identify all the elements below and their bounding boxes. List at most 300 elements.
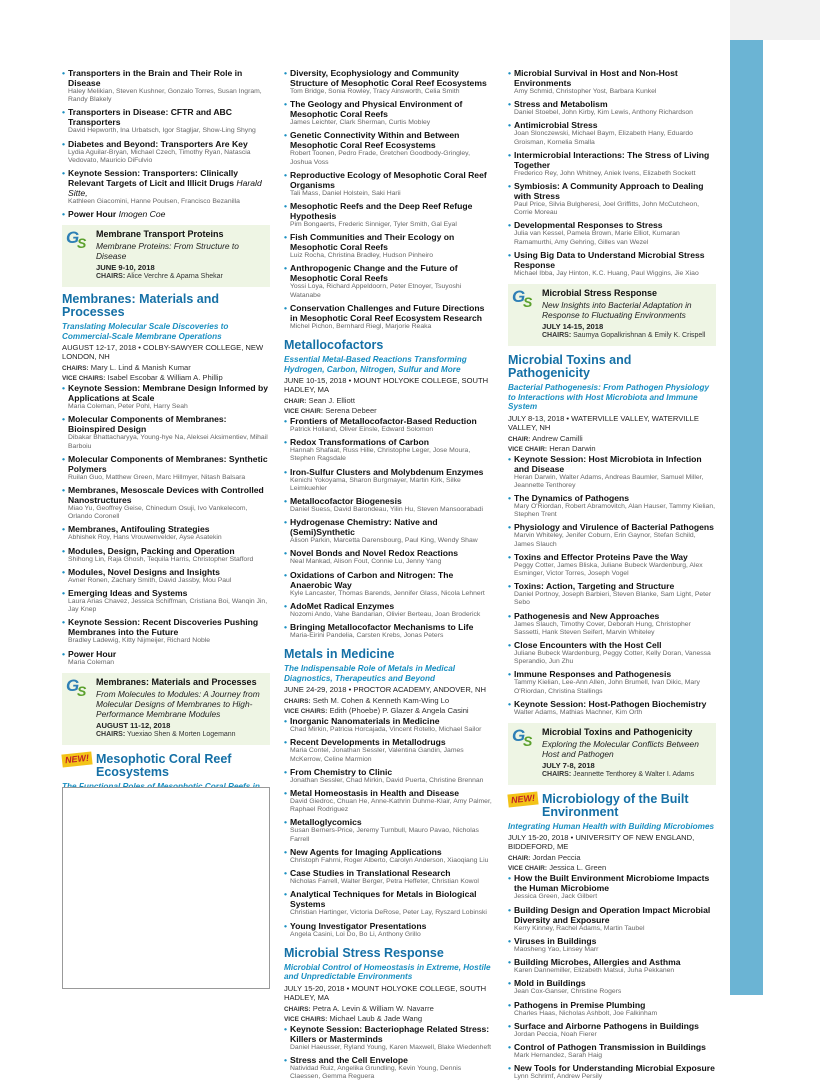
session-speakers: Christian Hartinger, Victoria DeRose, Peter Lay, Ryszard Lobinski <box>290 909 487 917</box>
section-title: Mesophotic Coral Reef Ecosystems <box>96 751 232 779</box>
grc-subtitle: New Insights into Bacterial Adaptation in Response to Fluctuating Environments <box>542 300 692 321</box>
session-item <box>508 699 716 717</box>
session-title: • New Agents for Imaging Applications <box>284 846 442 857</box>
session-speakers: Peggy Cotter, James Bliska, Juliane Bubeck Wardenburg, Alex Esminger, Victor Torres, Joseph Vogel <box>514 561 703 577</box>
bullet-icon: • <box>508 68 512 78</box>
section-subtitle: Translating Molecular Scale Discoveries to Commercial-Scale Membrane Operations <box>62 322 229 341</box>
new-badge: NEW! <box>507 791 538 807</box>
section-title: Microbial Stress Response <box>284 945 444 960</box>
bullet-icon: • <box>62 617 66 628</box>
new-section-header <box>62 753 270 779</box>
session-title: • From Chemistry to Clinic <box>284 766 393 777</box>
session-speakers: Kenichi Yokoyama, Sharon Burgmayer, Martin Kirk, Silke Leimkuehler <box>290 476 461 492</box>
session-item <box>62 107 270 135</box>
session-speakers: Yossi Loya, Richard Appeldoorn, Peter Etnoyer, Tsuyoshi Watanabe <box>290 283 462 299</box>
session-title: • Mold in Buildings <box>508 978 586 989</box>
session-speakers: Kathleen Giacomini, Hanne Poulsen, Francisco Bezanilla <box>68 198 240 206</box>
image-placeholder <box>62 787 270 989</box>
session-title: • Stress and the Cell Envelope <box>284 1054 408 1065</box>
session-item <box>508 220 716 246</box>
session-speakers: Paul Price, Silvia Bulgheresi, Joel Griffitts, John McCutcheon, Corrie Moreau <box>514 201 699 217</box>
session-item <box>284 437 492 463</box>
bullet-icon: • <box>284 201 288 212</box>
bullet-icon: • <box>62 588 66 599</box>
section-subtitle: Microbial Control of Homeostasis in Extreme, Hostile and Unpredictable Environments <box>284 962 491 982</box>
session-title: • Emerging Ideas and Systems <box>62 588 188 599</box>
bullet-icon: • <box>508 873 512 884</box>
session-item <box>508 522 716 548</box>
bullet-icon: • <box>508 999 512 1010</box>
grs-logo-icon: G S <box>66 675 87 699</box>
session-speaker: Harald Sitte, <box>68 178 262 199</box>
session-item <box>284 99 492 127</box>
bullet-icon: • <box>284 68 288 78</box>
section-dates: AUGUST 12-17, 2018 • COLBY-SAWYER COLLEGE, NEW LONDON, NH <box>62 343 264 362</box>
session-title: • Toxins: Action, Targeting and Structure <box>508 581 675 592</box>
session-item <box>508 552 716 578</box>
session-title: • Keynote Session: Membrane Design Informed by Applications at Scale <box>62 383 269 404</box>
bullet-icon: • <box>508 639 512 650</box>
session-item <box>508 493 716 519</box>
session-item <box>508 936 716 954</box>
section-chair: CHAIR: Jordan Peccia <box>508 853 581 863</box>
session-title: • Keynote Session: Transporters: Clinically Relevant Targets of Licit and Illicit Drugs Harald Sitte, <box>62 168 262 199</box>
session-item <box>508 1063 716 1081</box>
session-speakers: Dibakar Bhattacharyya, Young-hye Na, Aleksei Aksimentiev, Mihail Barboiu <box>68 434 268 450</box>
section-dates: JULY 8-13, 2018 • WATERVILLE VALLEY, WATERVILLE VALLEY, NH <box>508 413 699 432</box>
session-title: • Diabetes and Beyond: Transporters Are Key <box>62 138 248 149</box>
session-speakers: Karen Dannemiller, Elizabeth Matsui, Juha Pekkanen <box>514 967 675 975</box>
session-title: • How the Built Environment Microbiome Impacts the Human Microbiome <box>508 873 710 894</box>
session-speakers: Susan Berners-Price, Jeremy Turnbull, Mauro Pavao, Nicholas Farrell <box>290 827 479 843</box>
session-title: • Case Studies in Translational Research <box>284 868 451 879</box>
session-speakers: Tammy Kielian, Lee-Ann Allen, John Brumell, Ivan Dikic, Mary O'Riordan, Christina Stallings <box>514 679 700 695</box>
grc-dates: JUNE 9-10, 2018 <box>96 263 155 273</box>
bullet-icon: • <box>62 68 66 78</box>
session-speakers: Kyle Lancaster, Thomas Barends, Jennifer Glass, Nicola Lehnert <box>290 589 485 597</box>
bullet-icon: • <box>508 1041 512 1052</box>
session-title: • Inorganic Nanomaterials in Medicine <box>284 716 440 727</box>
session-title: • Conservation Challenges and Future Directions in Mesophotic Coral Reef Ecosystem Research <box>284 302 485 323</box>
session-speakers: Angela Casini, Loi Do, Bo Li, Anthony Grillo <box>290 930 421 938</box>
session-speakers: Joan Slonczewski, Michael Baym, Elizabeth Hany, Eduardo Groisman, Kornelia Smalla <box>514 130 693 146</box>
session-speakers: Mary O'Riordan, Robert Abramovitch, Alan Hauser, Tammy Kielian, Stephen Trent <box>514 502 716 519</box>
session-speakers: Maria Coleman <box>68 658 115 666</box>
session-title: • Microbial Survival in Host and Non-Host Environments <box>508 68 678 88</box>
session-title: • Anthropogenic Change and the Future of Mesophotic Coral Reefs <box>284 263 458 284</box>
bullet-icon: • <box>62 209 66 220</box>
session-speakers: Maria Coleman, Peter Pohl, Harry Seah <box>68 403 188 411</box>
bullet-icon: • <box>62 383 66 394</box>
session-speakers: Abhishek Roy, Hans Vrouwenvelder, Ayse Asatekin <box>68 534 222 542</box>
session-speakers: Daniel Portnoy, Joseph Barbieri, Steven Blanke, Sam Light, Peter Sebo <box>514 591 712 607</box>
bullet-icon: • <box>62 524 66 535</box>
grc-subtitle: From Molecules to Modules: A Journey from Molecular Designs of Membranes to High-Performance Membrane Modules <box>96 688 260 719</box>
grc-chairs: CHAIRS: Yuexiao Shen & Morten Logemann <box>96 730 236 738</box>
bullet-icon: • <box>508 249 512 260</box>
session-title: • Diversity, Ecophysiology and Community Structure of Mesophotic Coral Reef Ecosystems <box>284 68 487 88</box>
bullet-icon: • <box>508 581 512 592</box>
session-speakers: Marvin Whiteley, Jenifer Coburn, Erin Gaynor, Stefan Schild, James Slauch <box>514 532 696 548</box>
session-item <box>62 588 270 614</box>
new-badge: NEW! <box>61 751 92 767</box>
session-item <box>508 1021 716 1039</box>
grc-box-membrane-transport <box>62 225 270 287</box>
bullet-icon: • <box>62 453 66 464</box>
session-title: • Keynote Session: Recent Discoveries Pushing Membranes into the Future <box>62 617 259 638</box>
session-item <box>508 957 716 975</box>
bullet-icon: • <box>284 788 288 799</box>
session-title: • Novel Bonds and Novel Redox Reactions <box>284 548 459 559</box>
bullet-icon: • <box>508 957 512 968</box>
bullet-icon: • <box>508 935 512 946</box>
bullet-icon: • <box>62 648 66 659</box>
session-speakers: Laura Arias Chavez, Jessica Schiffman, Cristiana Boi, Wanqin Jin, Jay Knep <box>68 598 268 614</box>
session-item <box>284 232 492 260</box>
bullet-icon: • <box>62 545 66 556</box>
session-item <box>284 737 492 763</box>
session-item <box>508 640 716 666</box>
session-title: • The Geology and Physical Environment of Mesophotic Coral Reefs <box>284 99 463 120</box>
session-speakers: Neal Mankad, Alison Fout, Connie Lu, Jenny Yang <box>290 558 442 566</box>
column-2 <box>284 68 492 1084</box>
session-list <box>508 454 716 717</box>
session-title: • Young Investigator Presentations <box>284 920 427 931</box>
grc-subtitle: Exploring the Molecular Conflicts Between Host and Pathogen <box>542 738 699 759</box>
bullet-icon: • <box>508 1020 512 1031</box>
bullet-icon: • <box>284 817 288 828</box>
session-item <box>62 383 270 411</box>
grs-logo-icon: G S <box>512 287 533 311</box>
session-speakers: Haley Melikian, Steven Kushner, Gonzalo Torres, Susan Ingram, Randy Blakely <box>68 88 262 104</box>
session-speakers: Walter Adams, Mathias Machner, Kim Orth <box>514 708 643 716</box>
session-title: • Modules, Novel Designs and Insights <box>62 566 220 577</box>
section-chairs: CHAIRS: Seth M. Cohen & Kenneth Kam-Wing Lo <box>284 696 450 706</box>
bullet-icon: • <box>508 220 512 231</box>
session-speakers: Christoph Fahrni, Roger Alberto, Carolyn Anderson, Xiaoqiang Liu <box>290 856 489 864</box>
bullet-icon: • <box>284 437 288 448</box>
grc-title: Membranes: Materials and Processes <box>96 676 257 687</box>
bullet-icon: • <box>62 138 66 149</box>
bullet-icon: • <box>284 302 288 313</box>
bullet-icon: • <box>284 569 288 580</box>
session-speakers: Daniel Suess, David Barondeau, Yilin Hu, Steven Mansoorabadi <box>290 506 484 514</box>
session-item <box>508 978 716 996</box>
session-speakers: Pim Bongaerts, Frederic Sinniger, Tyler Smith, Gal Eyal <box>290 221 457 229</box>
session-title: • Genetic Connectivity Within and Between Mesophotic Coral Reef Ecosystems <box>284 130 460 151</box>
session-title: • Toxins and Effector Proteins Pave the Way <box>508 551 688 562</box>
session-title: • Viruses in Buildings <box>508 935 597 946</box>
grc-title: Microbial Stress Response <box>542 288 658 299</box>
session-speakers: Lydia Aguilar-Bryan, Michael Czech, Timothy Ryan, Natascia Vedovato, Mauricio DiFulvio <box>68 148 251 164</box>
session-title: • Power Hour <box>62 648 117 659</box>
session-item <box>284 548 492 566</box>
bullet-icon: • <box>62 107 66 118</box>
session-item <box>284 847 492 865</box>
new-section-header <box>508 793 716 819</box>
session-item <box>284 622 492 640</box>
session-speakers: Hannah Shafaat, Russ Hille, Christophe Leger, Jose Moura, Stephen Ragsdale <box>290 447 471 463</box>
session-item <box>508 873 716 901</box>
session-speakers: Michel Pichon, Bernhard Riegl, Marjorie Reaka <box>290 322 432 330</box>
session-speakers: Amy Schmid, Christopher Yost, Barbara Kunkel <box>514 88 657 95</box>
session-item <box>284 716 492 734</box>
section-subtitle: The Indispensable Role of Metals in Medical Diagnostics, Therapeutics and Beyond <box>284 664 456 683</box>
session-list <box>284 716 492 938</box>
session-title: • Modules, Design, Packing and Operation <box>62 545 235 556</box>
grc-box-microbial-toxins <box>508 723 716 785</box>
bullet-icon: • <box>284 737 288 748</box>
section-vice-chair: VICE CHAIR: Heran Darwin <box>508 443 596 453</box>
session-item <box>62 139 270 165</box>
section-subtitle: Bacterial Pathogenesis: From Pathogen Physiology to Interactions with Host Microbiota and Immune System <box>508 383 710 412</box>
session-speakers: Frederico Rey, John Whitney, Aniek Ivens, Elizabeth Sockett <box>514 169 696 177</box>
session-item <box>284 889 492 917</box>
bullet-icon: • <box>508 149 512 160</box>
section-chair: CHAIR: Sean J. Elliott <box>284 396 355 406</box>
session-item <box>284 467 492 493</box>
session-speakers: Tali Mass, Daniel Holstein, Saki Harii <box>290 189 401 197</box>
session-speakers: Tom Bridge, Sonia Rowley, Tracy Ainsworth, Celia Smith <box>290 88 460 95</box>
session-speakers: Natividad Ruiz, Angelika Grundling, Kevin Young, Dennis Claessen, Gemma Reguera <box>290 1064 462 1081</box>
session-item <box>62 617 270 645</box>
section-chairs: CHAIRS: Petra A. Levin & William W. Navarre <box>284 1003 434 1013</box>
session-item <box>62 546 270 564</box>
bullet-icon: • <box>284 130 288 141</box>
session-title: • Transporters in the Brain and Their Role in Disease <box>62 68 243 88</box>
grc-chairs: CHAIRS: Jeannette Tenthorey & Walter I. Adams <box>542 770 695 778</box>
session-item <box>62 68 270 104</box>
session-item <box>62 209 270 219</box>
grc-title: Microbial Toxins and Pathogenicity <box>542 726 693 737</box>
bullet-icon: • <box>508 1063 512 1074</box>
bullet-icon: • <box>284 548 288 559</box>
session-title: • Keynote Session: Bacteriophage Related Stress: Killers or Masterminds <box>284 1023 490 1044</box>
session-item <box>508 99 716 117</box>
session-list <box>508 873 716 1081</box>
bullet-icon: • <box>284 846 288 857</box>
session-item <box>284 170 492 198</box>
session-item <box>508 669 716 695</box>
section-vice-chairs: VICE CHAIRS: Michael Laub & Jade Wang <box>284 1013 423 1023</box>
session-title: • Bringing Metallocofactor Mechanisms to Life <box>284 622 474 633</box>
bullet-icon: • <box>284 868 288 879</box>
session-title: • Metal Homeostasis in Health and Disease <box>284 788 460 799</box>
bullet-icon: • <box>508 551 512 562</box>
grc-chairs: CHAIRS: Alice Verchre & Aparna Shekar <box>96 273 223 281</box>
session-item <box>508 1042 716 1060</box>
session-title: • Stress and Metabolism <box>508 99 608 110</box>
grc-box-microbial-stress <box>508 284 716 346</box>
session-item <box>508 250 716 278</box>
section-vice-chair: VICE CHAIR: Jessica L. Green <box>508 863 607 873</box>
session-item <box>284 767 492 785</box>
bullet-icon: • <box>508 120 512 131</box>
bullet-icon: • <box>284 622 288 633</box>
section-dates: JUNE 24-29, 2018 • PROCTOR ACADEMY, ANDOVER, NH <box>284 685 486 695</box>
section-title: Microbiology of the Built Environment <box>542 791 689 819</box>
session-speakers: Michael Ibba, Jay Hinton, K.C. Huang, Paul Wiggins, Jie Xiao <box>514 269 699 277</box>
bullet-icon: • <box>284 232 288 243</box>
session-title: • Transporters in Disease: CFTR and ABC Transporters <box>62 107 232 128</box>
bullet-icon: • <box>508 99 512 110</box>
session-item <box>284 1055 492 1081</box>
session-title: • Symbiosis: A Community Approach to Dealing with Stress <box>508 181 704 202</box>
session-title: • Close Encounters with the Host Cell <box>508 639 662 650</box>
section-chairs: CHAIRS: Mary L. Lind & Manish Kumar <box>62 363 191 373</box>
session-title: • AdoMet Radical Enzymes <box>284 600 395 611</box>
session-title: • Immune Responses and Pathogenesis <box>508 669 672 680</box>
session-item <box>284 570 492 598</box>
session-item <box>62 454 270 482</box>
bullet-icon: • <box>508 522 512 533</box>
section-vice-chairs: VICE CHAIRS: Isabel Escobar & William A. Phillip <box>62 373 223 383</box>
grc-dates: JULY 14-15, 2018 <box>542 322 604 332</box>
session-item <box>508 120 716 146</box>
session-speakers: Bradley Ladewig, Kitty Nijmeijer, Richard Noble <box>68 637 211 645</box>
section-dates: JULY 15-20, 2018 • MOUNT HOLYOKE COLLEGE, SOUTH HADLEY, MA <box>284 983 487 1002</box>
column-3 <box>508 68 716 1084</box>
session-speakers: Daniel Stoebel, John Kirby, Kim Lewis, Anthony Richardson <box>514 109 693 117</box>
session-title: • Molecular Components of Membranes: Synthetic Polymers <box>62 453 268 474</box>
bullet-icon: • <box>284 716 288 727</box>
section-subtitle: Essential Metal-Based Reactions Transforming Hydrogen, Carbon, Nitrogen, Sulfur and More <box>284 355 467 374</box>
session-title: • Using Big Data to Understand Microbial Stress Response <box>508 249 705 270</box>
bullet-icon: • <box>284 263 288 274</box>
session-list <box>284 1024 492 1082</box>
bullet-icon: • <box>284 600 288 611</box>
session-speakers: Heran Darwin, Walter Adams, Andreas Baumler, Samuel Miller, Jeannette Tenthorey <box>514 473 704 489</box>
session-item <box>284 68 492 96</box>
session-item <box>284 921 492 939</box>
session-item <box>284 201 492 229</box>
bullet-icon: • <box>508 492 512 503</box>
section-dates: JULY 15-20, 2018 • UNIVERSITY OF NEW ENGLAND, BIDDEFORD, ME <box>508 833 695 852</box>
session-title: • Building Microbes, Allergies and Asthma <box>508 957 681 968</box>
session-speakers: Alison Parkin, Marcetta Darensbourg, Paul King, Wendy Shaw <box>290 537 478 545</box>
session-item <box>284 788 492 814</box>
bullet-icon: • <box>508 669 512 680</box>
bullet-icon: • <box>284 1023 288 1034</box>
session-speakers: Shihong Lin, Raja Ghosh, Tequila Harris, Christopher Stafford <box>68 555 254 563</box>
session-speakers: Lynn Schrimf, Andrew Persily <box>514 1073 603 1081</box>
session-item <box>508 454 716 490</box>
session-item <box>508 150 716 178</box>
session-speakers: Ruilan Guo, Matthew Green, Marc Hillmyer, Nitash Balsara <box>68 473 246 481</box>
session-item <box>62 567 270 585</box>
section-chair: CHAIR: Andrew Camilli <box>508 433 583 443</box>
session-title: • Oxidations of Carbon and Nitrogen: The Anaerobic Way <box>284 569 454 590</box>
bullet-icon: • <box>508 978 512 989</box>
bullet-icon: • <box>508 181 512 192</box>
session-item <box>62 414 270 450</box>
session-item <box>284 416 492 434</box>
session-speakers: James Leichter, Clark Sherman, Curtis Mobley <box>290 119 431 127</box>
section-title: Metallocofactors <box>284 338 384 353</box>
bullet-icon: • <box>508 453 512 464</box>
session-list <box>62 68 270 219</box>
session-title: • Membranes, Mesoscale Devices with Controlled Nanostructures <box>62 485 264 506</box>
session-title: • Molecular Components of Membranes: Bioinspired Design <box>62 414 227 435</box>
session-item <box>284 263 492 299</box>
bullet-icon: • <box>284 99 288 110</box>
session-title: • Intermicrobial Interactions: The Stress of Living Together <box>508 149 710 170</box>
session-speakers: Charles Haas, Nicholas Ashbolt, Joe Falkinham <box>514 1009 658 1017</box>
session-list <box>62 383 270 667</box>
grs-logo-icon: G S <box>512 725 533 749</box>
section-subtitle: Integrating Human Health with Building Microbiomes <box>508 821 715 831</box>
session-item <box>508 905 716 933</box>
session-title: • Metallocofactor Biogenesis <box>284 496 402 507</box>
bullet-icon: • <box>62 168 66 179</box>
session-title: • New Tools for Understanding Microbial Exposure <box>508 1063 715 1074</box>
bullet-icon: • <box>284 889 288 900</box>
session-speakers: Jessica Green, Jack Gilbert <box>514 893 598 901</box>
side-blue-bar <box>730 40 763 995</box>
session-speakers: Robert Toonen, Pedro Frade, Gretchen Goodbody-Gringley, Joshua Voss <box>290 150 470 166</box>
session-item <box>284 303 492 331</box>
session-title: • Metalloglycomics <box>284 817 362 828</box>
session-title: • Mesophotic Reefs and the Deep Reef Refuge Hypothesis <box>284 201 473 222</box>
session-title: • Antimicrobial Stress <box>508 120 598 131</box>
session-item <box>284 868 492 886</box>
session-item <box>284 130 492 166</box>
session-title: • Frontiers of Metallocofactor-Based Reduction <box>284 416 477 427</box>
session-speakers: David Hepworth, Ina Urbatsch, Igor Stagljar, Show-Ling Shyng <box>68 127 256 135</box>
session-speakers: Mark Hernandez, Sarah Haig <box>514 1051 603 1059</box>
session-speakers: Maria Contel, Jonathan Sessler, Valentina Gandin, James McKerrow, Celine Marmion <box>290 747 464 763</box>
session-speakers: Daniel Haeusser, Ryland Young, Karen Maxwell, Blake Wiedenheft <box>290 1043 492 1051</box>
bullet-icon: • <box>284 169 288 180</box>
session-title: • Redox Transformations of Carbon <box>284 437 429 448</box>
session-title: • Building Design and Operation Impact Microbial Diversity and Exposure <box>508 904 711 925</box>
session-speakers: Jean Cox-Ganser, Christine Rogers <box>514 988 622 996</box>
session-speakers: Avner Ronen, Zachary Smith, David Jassby, Mou Paul <box>68 576 232 584</box>
session-speakers: Luiz Rocha, Christina Bradley, Hudson Pinheiro <box>290 252 434 260</box>
session-title: • Pathogenesis and New Approaches <box>508 610 660 621</box>
session-speakers: Nozomi Ando, Vahe Bandarian, Olivier Berteau, Joan Broderick <box>290 610 481 618</box>
grc-subtitle: Membrane Proteins: From Structure to Disease <box>96 241 239 262</box>
session-speakers: Jordan Peccia, Noah Fierer <box>514 1030 597 1038</box>
session-item <box>284 496 492 514</box>
session-title: • Keynote Session: Host Microbiota in Infection and Disease <box>508 453 702 474</box>
section-title: Membranes: Materials and Processes <box>62 292 219 320</box>
bullet-icon: • <box>284 517 288 528</box>
session-item <box>284 1024 492 1052</box>
session-item <box>508 68 716 96</box>
session-item <box>62 168 270 206</box>
bullet-icon: • <box>62 414 66 425</box>
session-list <box>508 68 716 278</box>
section-dates: JUNE 10-15, 2018 • MOUNT HOLYOKE COLLEGE, SOUTH HADLEY, MA <box>284 376 489 395</box>
session-speakers: Maria-Eirini Pandelia, Carsten Krebs, Jonas Peters <box>290 632 444 640</box>
session-speaker: Imogen Coe <box>116 209 166 220</box>
bullet-icon: • <box>284 466 288 477</box>
session-title: • Surface and Airborne Pathogens in Buildings <box>508 1020 699 1031</box>
session-list <box>284 416 492 640</box>
session-speakers: Patrick Holland, Oliver Einsle, Edward Solomon <box>290 426 434 434</box>
grc-chairs: CHAIRS: Saumya Gopalkrishnan & Emily K. Crispell <box>542 332 706 340</box>
top-right-shade <box>730 0 820 40</box>
session-speakers: Julia van Kessel, Pamela Brown, Marie Elliot, Kumaran Ramamurthi, Amy Gehring, Gilles van Wezel <box>514 230 680 246</box>
session-item <box>508 581 716 607</box>
session-speakers: Kerry Kinney, Rachel Adams, Martin Taubel <box>514 924 645 932</box>
session-item <box>62 649 270 667</box>
bullet-icon: • <box>284 766 288 777</box>
grc-dates: JULY 7-8, 2018 <box>542 760 595 770</box>
section-vice-chair: VICE CHAIR: Serena Debeer <box>284 406 377 416</box>
grc-box-membranes <box>62 673 270 745</box>
